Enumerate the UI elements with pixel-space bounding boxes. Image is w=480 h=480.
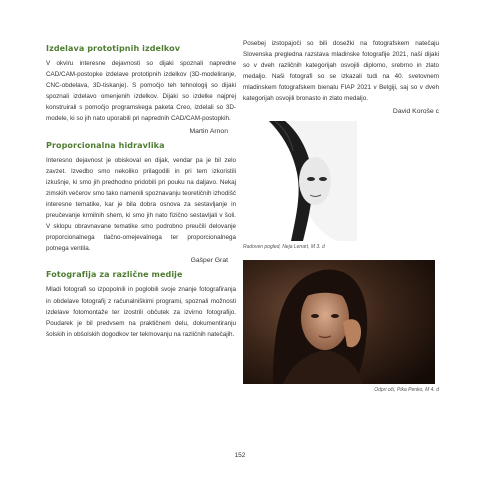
section-author-photography: David Koroše c xyxy=(392,107,439,115)
section-heading-prototypes: Izdelava prototipnih izdelkov xyxy=(46,44,181,53)
photography-text-continued: Posebej izstopajoči so bili dosežki na fotografskem natečaju Slovenska pregledna razstava mladinske fotografije 2021, naši dijaki so v dveh različnih kategorijah osvojili diplomo, srebrno in zlato medaljo. Naši fotografi so se izkazali tudi na 40. svetovnem mladinskem fotografskem bienalu FIAP 2021 v Belgiji, saj so v dveh kategorijah osvojili bronasto in zlato medaljo. xyxy=(243,40,439,103)
photo-caption-2: Odpri oči, Pika Penko, M 4. d xyxy=(374,386,439,393)
right-column xyxy=(243,38,439,393)
section-author-prototypes: Martin Arnon xyxy=(189,127,228,135)
section-text-photography: Mladi fotografi so izpopolnili in poglobili svoje znanje fotografiranja in obdelave fotografij z računalniškimi programi, spoznali možnosti izdelave fotomontaže ter izostrili občutek za izvirno fotografijo. Poudarek je bil predvsem na praktičnem delu, dokumentiranju šolskih in obšolskih dogodkov ter tekmovanju na različnih natečajih. xyxy=(46,286,236,338)
photo-mask-portrait xyxy=(257,121,357,241)
photo-girl-portrait xyxy=(243,260,435,384)
section-heading-photography: Fotografija za različne medije xyxy=(46,270,183,280)
section-author-hydraulics: Gašper Grat xyxy=(190,257,228,265)
page-number: 152 xyxy=(234,452,246,459)
section-heading-hydraulics: Proporcionalna hidravlika xyxy=(46,140,165,150)
left-column xyxy=(46,38,236,340)
photo-caption-1: Radoven pogled, Neja Lenart, M 3. d xyxy=(243,243,325,250)
section-text-hydraulics: Interesno dejavnost je obiskoval en dijak, vendar pa je bil zelo zavzet. Izvedbo smo nekoliko prilagodili in pri tem izkoristili izkušnje, ki smo jih predhodno pridobili pri pouku na daljavo. Nekaj zimskih večerov smo tako namenili spoznavanju teoretičnih izhodišč interesne tematike, kar je bila dobra osnova za sestavljanje in preučevanje krmilnih shem, ki smo jih nato fizično sestavljali v šoli. V sklopu obravnavane tematike smo podrobno preučili delovanje proporcionalnega tlačno-omejevalnega ter proporcionalnega potnega ventila. xyxy=(46,156,236,253)
section-text-prototypes: V okviru interesne dejavnosti so dijaki spoznali napredne CAD/CAM-postopke izdelave prototipnih izdelkov (3D-modeliranje, CNC-obdelava, 3D-tiskanje). S pomočjo teh tehnologij so dijaki spoznali izdelavo omenjenih izdelkov. Dijaki so izdelke najprej konstruirali s pomočjo programskega paketa Creo, izdelali so 3D-modele, ki so jih nato uporabili pri naprednih CAD/CAM-postopkih. xyxy=(46,60,236,123)
